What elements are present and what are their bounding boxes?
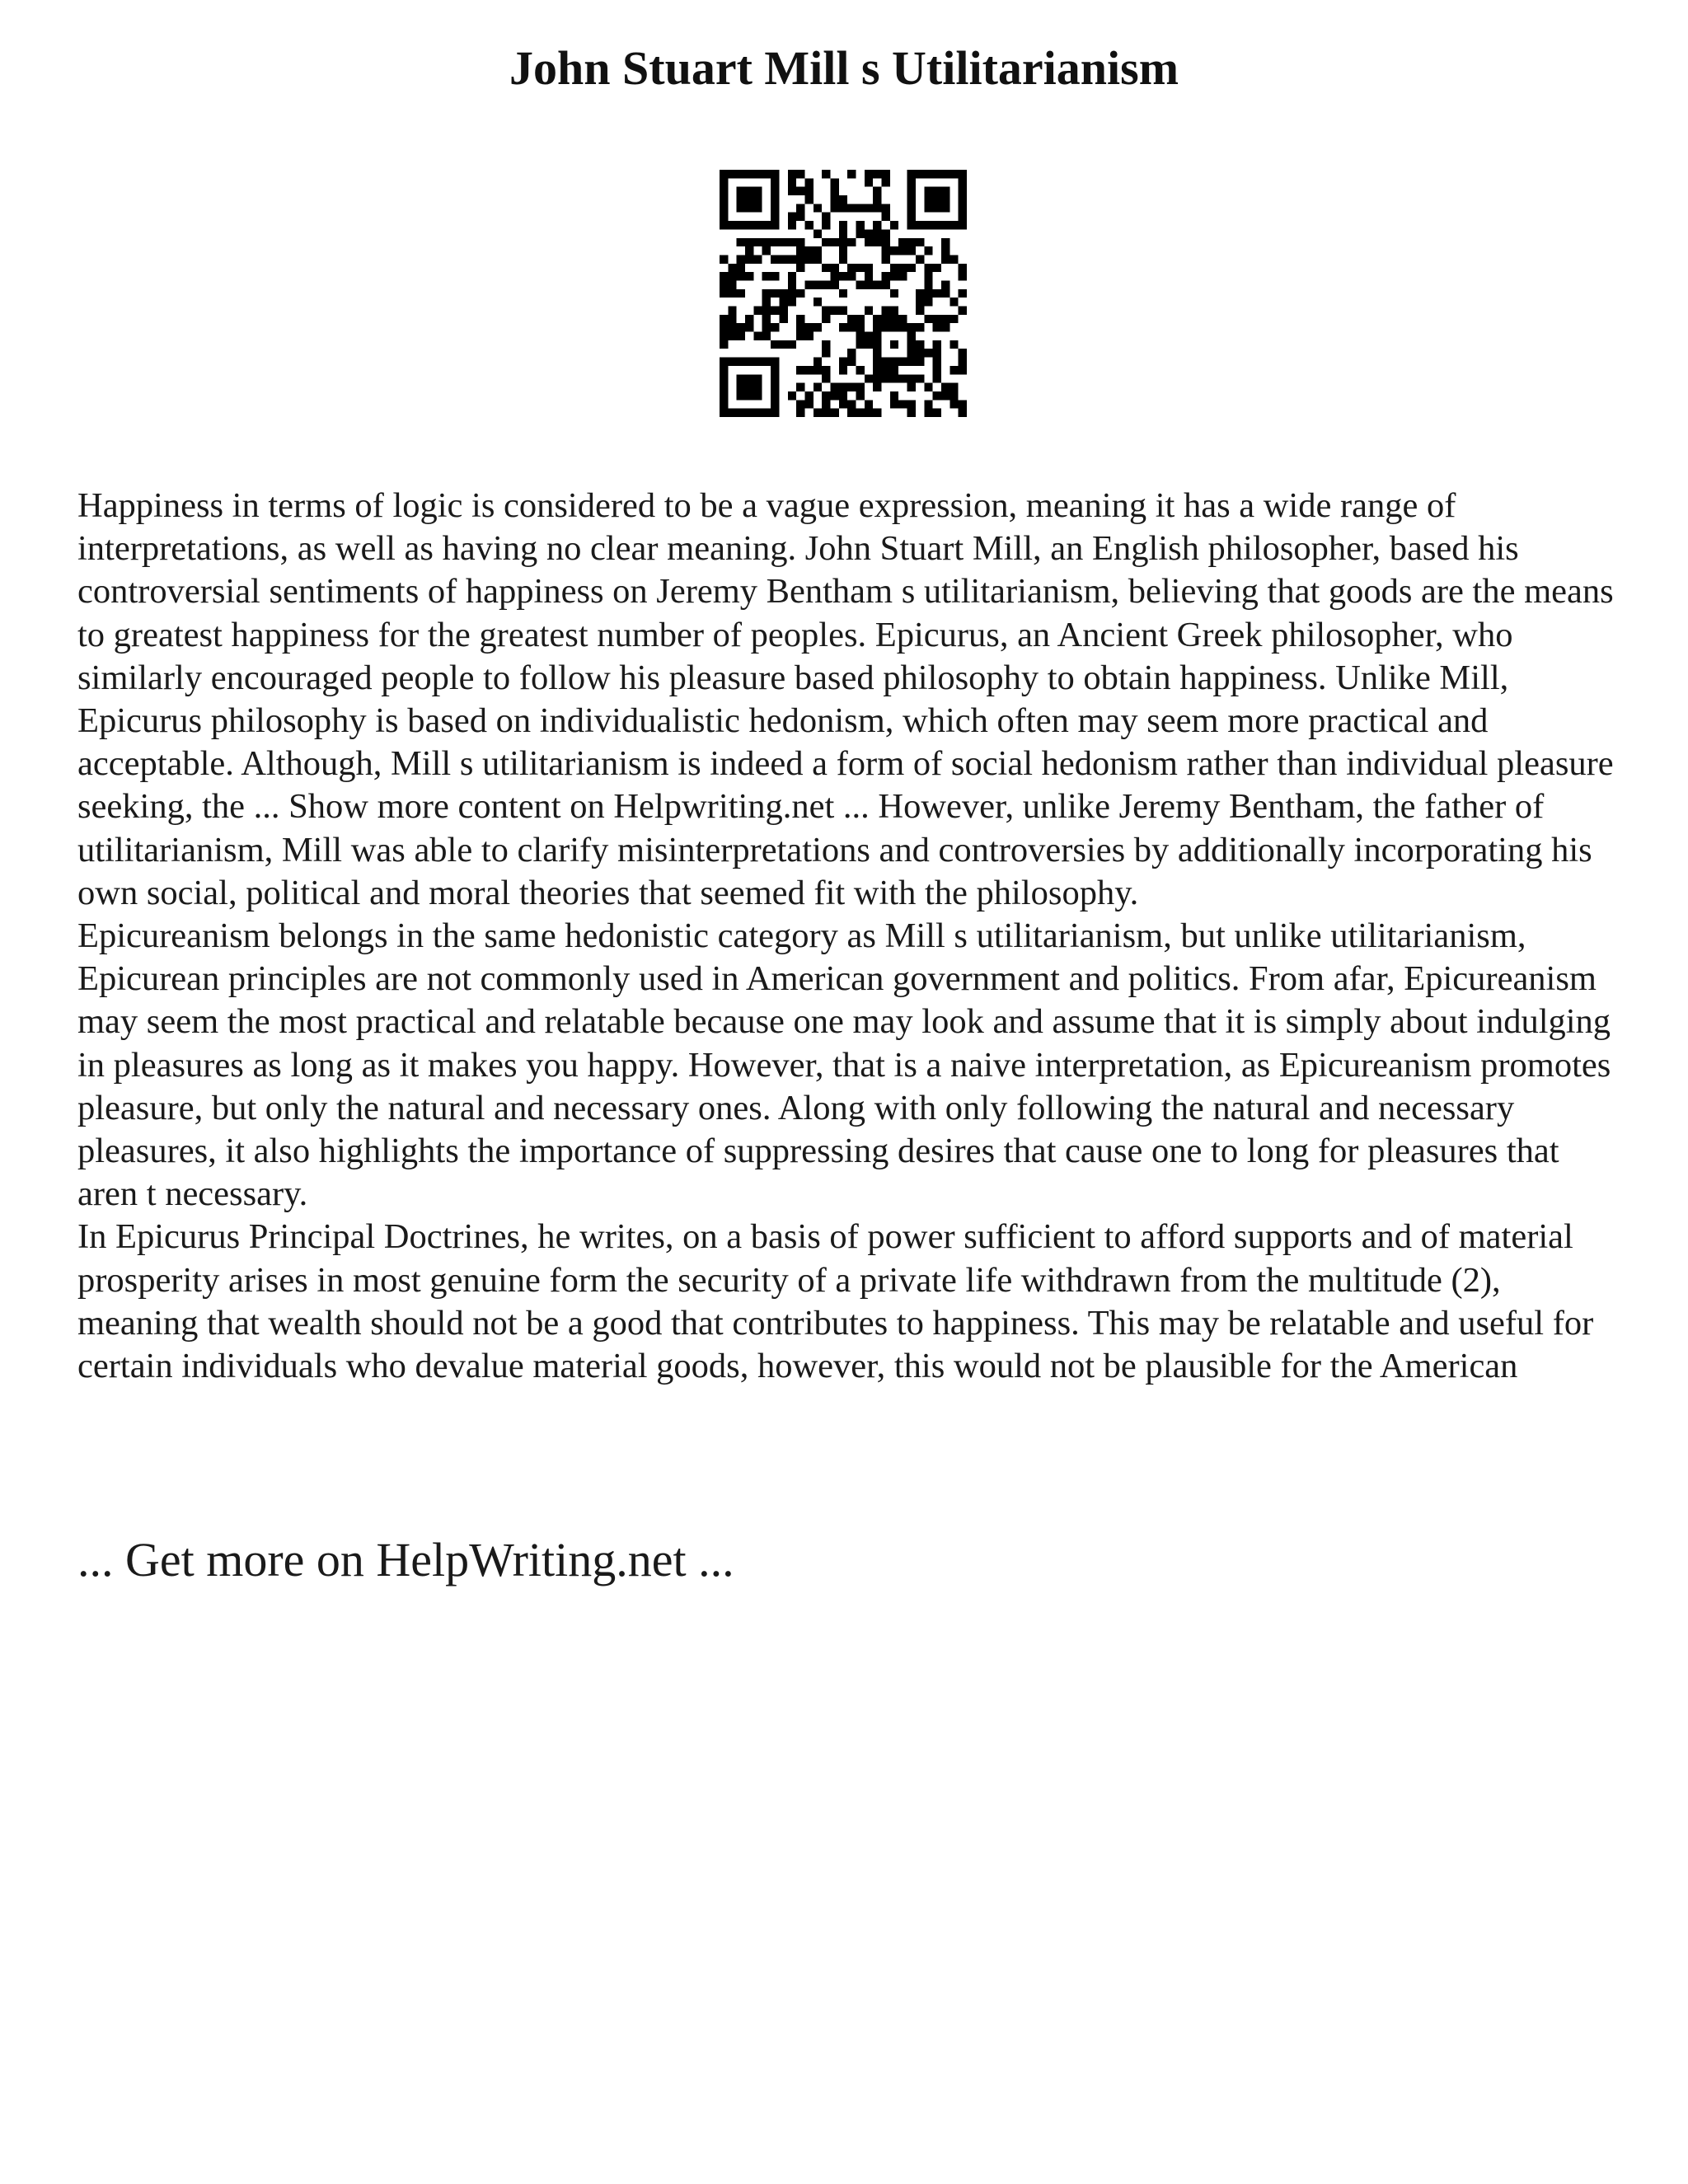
paragraph: Happiness in terms of logic is considered to be a vague expression, meaning it has a wide range of interpretations, as well as having no clear meaning. John Stuart Mill, an English philosopher, based his controversial sentiments of happiness on Jeremy Bentham s utilitarianism, believing that goods are the means to greatest happiness for the greatest number of peoples. Epicurus, an Ancient Greek philosopher, who similarly encouraged people to follow his pleasure based philosophy to obtain happiness. Unlike Mill, Epicurus philosophy is based on individualistic hedonism, which often may seem more practical and acceptable. Although, Mill s utilitarianism is indeed a form of social hedonism rather than individual pleasure seeking, the ... Show more content on Helpwriting.net ... However, unlike Jeremy Bentham, the father of utilitarianism, Mill was able to clarify misinterpretations and controversies by additionally incorporating his own social, political and moral theories that seemed fit with the philosophy.	[77, 486, 1614, 912]
page-title: John Stuart Mill s Utilitarianism	[509, 41, 1179, 95]
paragraph: In Epicurus Principal Doctrines, he writes, on a basis of power sufficient to afford supports and of material prosperity arises in most genuine form the security of a private life withdrawn from the multitude (2), meaning that wealth should not be a good that contributes to happiness. This may be relatable and useful for certain individuals who devalue material goods, however, this would not be plausible for the American	[77, 1217, 1594, 1386]
get-more-link[interactable]: ... Get more on HelpWriting.net ...	[77, 1533, 734, 1586]
paragraph: Epicureanism belongs in the same hedonistic category as Mill s utilitarianism, but unlike utilitarianism, Epicurean principles are not commonly used in American government and politics. From afar, Epicureanism may seem the most practical and relatable because one may look and assume that it is simply about indulging in pleasures as long as it makes you happy. However, that is a naive interpretation, as Epicureanism promotes pleasure, but only the natural and necessary ones. Along with only following the natural and necessary pleasures, it also highlights the importance of suppressing desires that cause one to long for pleasures that aren t necessary.	[77, 916, 1611, 1214]
qr-code-icon	[720, 170, 967, 417]
article-body	[77, 485, 1627, 1388]
